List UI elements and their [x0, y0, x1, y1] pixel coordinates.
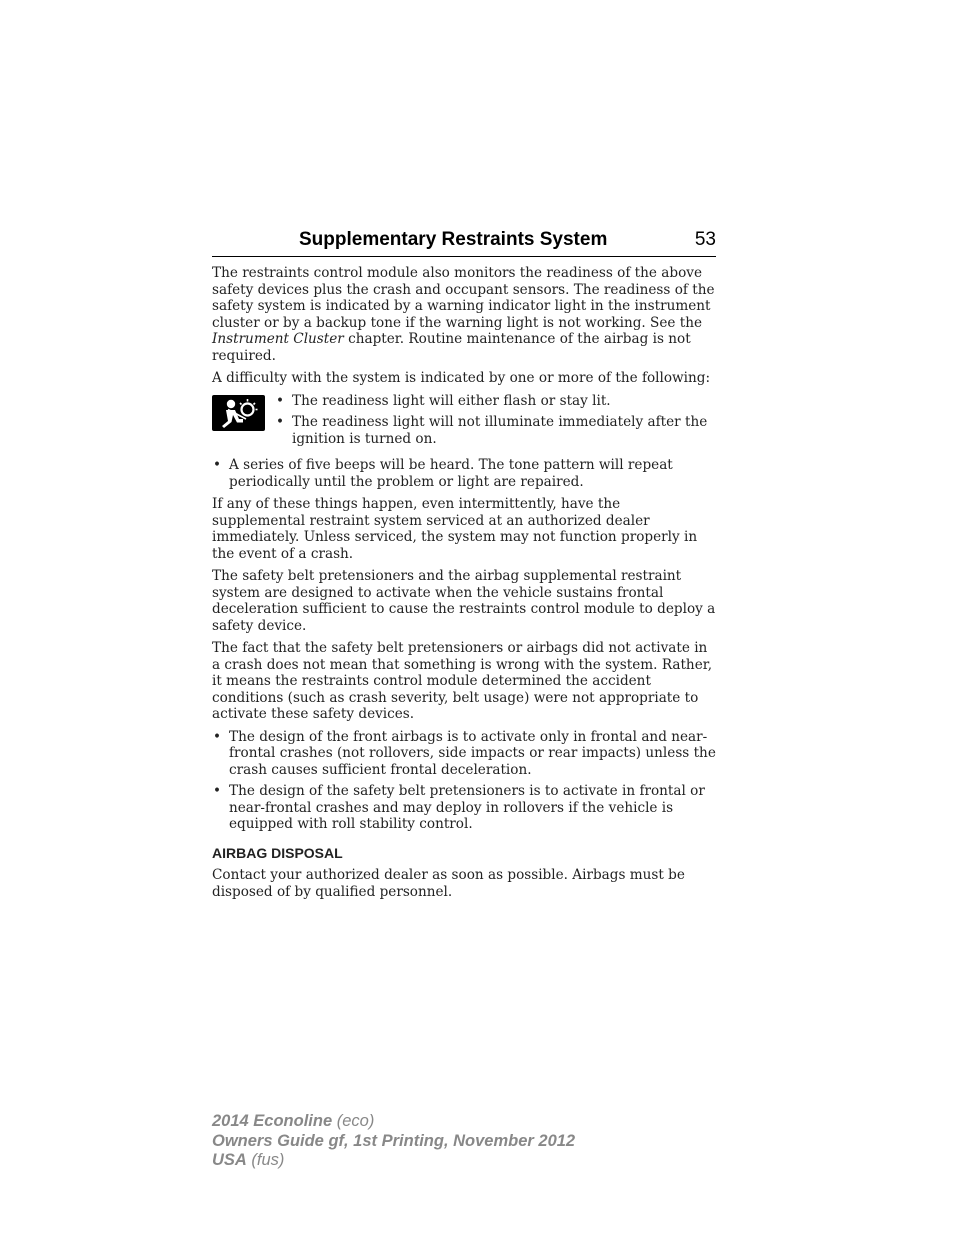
- list-item: • The readiness light will not illuminate immediately after the ignition is turned on.: [275, 414, 716, 447]
- footer-line-market: USA (fus): [212, 1151, 285, 1169]
- page-number: 53: [694, 229, 716, 250]
- paragraph-difficulty: A difficulty with the system is indicated by one or more of the following:: [212, 370, 711, 386]
- page-header: [212, 229, 716, 257]
- list-item: • A series of five beeps will be heard. The tone pattern will repeat periodically until the problem or light are repaired.: [212, 457, 716, 490]
- list-item: • The design of the safety belt pretensioners is to activate in frontal or near-frontal crashes and may deploy in rollovers if the vehicle is equipped with roll stability control.: [212, 783, 716, 833]
- airbag-warning-icon: [212, 395, 265, 431]
- footer-line-printing: Owners Guide gf, 1st Printing, November 2012: [212, 1131, 576, 1150]
- beeps-bullet-list: [212, 457, 716, 490]
- paragraph-readiness: The restraints control module also monitors the readiness of the above safety devices plus the crash and occupant sensors. The readiness of the safety system is indicated by a warning indicator light in the instrument cluster or by a backup tone if the warning light is not working. See the Instrument Cluster chapter. Routine maintenance of the airbag is not required.: [212, 265, 715, 364]
- warning-indicator-row: [212, 393, 716, 453]
- footer-line-model: 2014 Econoline (eco): [212, 1112, 375, 1130]
- paragraph-disposal: Contact your authorized dealer as soon as possible. Airbags must be disposed of by qualified personnel.: [212, 867, 685, 900]
- list-item: • The readiness light will either flash or stay lit.: [275, 393, 716, 410]
- paragraph-pretensioners: The safety belt pretensioners and the airbag supplemental restraint system are designed to activate when the vehicle sustains frontal deceleration sufficient to cause the restraints control module to deploy a safety device.: [212, 568, 716, 634]
- page-title: Supplementary Restraints System: [299, 229, 608, 250]
- design-bullet-list: [212, 729, 716, 833]
- cross-reference: Instrument Cluster: [212, 331, 344, 347]
- indicator-bullet-list: [275, 393, 716, 453]
- list-item: • The design of the front airbags is to activate only in frontal and near-frontal crashes (not rollovers, side impacts or rear impacts) unless the crash causes sufficient frontal deceleration.: [212, 729, 716, 779]
- paragraph-service: If any of these things happen, even intermittently, have the supplemental restraint system serviced at an authorized dealer immediately. Unless serviced, the system may not function properly in the event of a crash.: [212, 496, 698, 562]
- page-footer: [212, 1112, 575, 1171]
- paragraph-not-activate: The fact that the safety belt pretensioners or airbags did not activate in a crash does not mean that something is wrong with the system. Rather, it means the restraints control module determined the accident conditions (such as crash severity, belt usage) were not appropriate to activate these safety devices.: [212, 640, 713, 722]
- page-body: [212, 265, 716, 900]
- section-heading-airbag-disposal: AIRBAG DISPOSAL: [212, 844, 343, 861]
- manual-page: [212, 229, 716, 906]
